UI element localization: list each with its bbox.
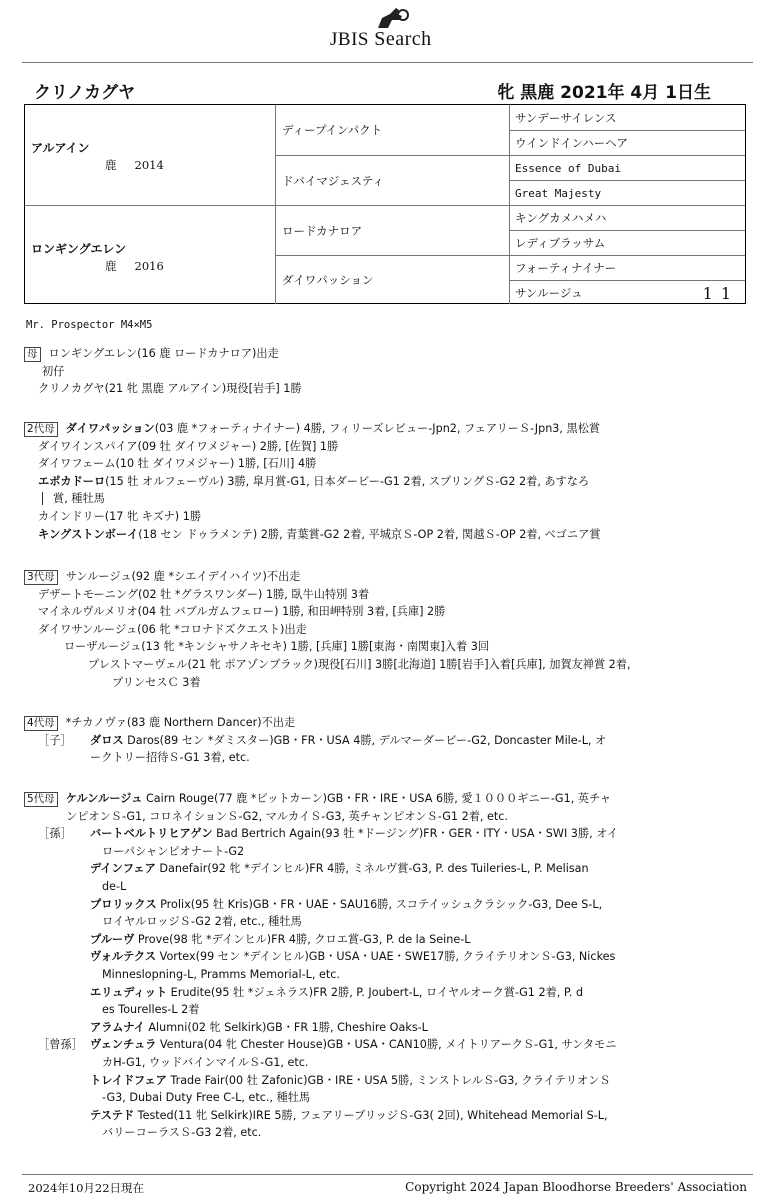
- dam-cell: [25, 205, 275, 304]
- copyright: Copyright 2024 Japan Bloodhorse Breeders' Association: [405, 1180, 747, 1194]
- horse-header: [34, 78, 741, 103]
- sire-cell: [25, 105, 275, 205]
- section-tag: 5代母: [24, 792, 58, 807]
- section-tag: 2代母: [24, 422, 58, 437]
- footer-rule: [22, 1174, 753, 1175]
- pedigree-g3-cell: Great Majesty: [509, 180, 745, 205]
- second-dam-section: 2代母 ダイワパッション(03 鹿 *フォーティナイナー) 4勝, フィリーズレビュー-Jpn2, フェアリーＳ-Jpn3, 黒松賞 ダイワインスパイア(09 牡 ダイワメジャー) 2勝, [佐賀] 1勝 ダイワフェーム(10 牡 ダイワメジャー) 1勝, [石川] 4勝 エポカドーロ(15 牡 オルフェーヴル) 3勝, 皐月賞-G1, 日本ダービー-G1 2着, スプリングＳ-G2 2着, あすなろ 賞, 種牡馬 カインドリー(17 牝 キズナ) 1勝 キングストンボーイ(18 セン ドゥラメンテ) 2勝, 青葉賞-G2 2着, 平城京Ｓ-OP 2着, 関越Ｓ-OP 2着, ベゴニア賞: [24, 420, 601, 543]
- pedigree-g2-cell: ディープインパクト: [275, 105, 509, 155]
- third-dam-section: 3代母 サンルージュ(92 鹿 *シエイデイハイツ)不出走 デザートモーニング(02 牡 *グラスワンダー) 1勝, 臥牛山特別 3着 マイネルヴルメリオ(04 牡 バブルガムフェロー) 1勝, 和田岬特別 3着, [兵庫] 2勝 ダイワサンルージュ(06 牝 *コロナドズクエスト)出走 ローザルージュ(13 牝 *キンシャサノキセキ) 1勝, [兵庫] 1勝[東海・南関東]入着 3回 プレストマーヴェル(21 牝 ポアゾンブラック)現役[石川] 3勝[北海道] 1勝[岩手]入着[兵庫], 加賀友禅賞 2着, プリンセスＣ 3着: [24, 568, 631, 691]
- pedigree-g3-cell: レディブラッサム: [509, 230, 745, 255]
- horse-info: 牝 黒鹿 2021年 4月 1日生: [497, 83, 711, 103]
- fourth-dam-section: 4代母 *チカノヴァ(83 鹿 Northern Dancer)不出走 ［子］ ダロス Daros(89 セン *ダミスター)GB・FR・USA 4勝, デルマーダービー-G2, Doncaster Mile-L, オ ークトリー招待Ｓ-G1 3着, etc.: [24, 714, 606, 767]
- pedigree-g3-cell: サンデーサイレンス: [509, 105, 745, 130]
- pedigree-g3-cell: キングカメハメハ: [509, 205, 745, 230]
- section-tag: 3代母: [24, 570, 58, 585]
- section-tag: 4代母: [24, 716, 58, 731]
- dam-section: 母 ロンギングエレン(16 鹿 ロードカナロア)出走 初仔 クリノカグヤ(21 牝 黒鹿 アルアイン)現役[岩手] 1勝: [24, 345, 302, 398]
- header-rule: [22, 62, 753, 63]
- pedigree-g2-cell: ドバイマジェスティ: [275, 155, 509, 205]
- inbreeding-cross: Mr. Prospector M4×M5: [26, 319, 153, 331]
- dam-name: ロンギングエレン: [31, 242, 127, 256]
- pedigree-g3-cell: ウインドインハーヘア: [509, 130, 745, 155]
- pedigree-g3-cell: Essence of Dubai: [509, 155, 745, 180]
- report-date: 2024年10月22日現在: [28, 1181, 145, 1195]
- fifth-dam-section: 5代母 ケルンルージュ Cairn Rouge(77 鹿 *ピットカーン)GB・FR・IRE・USA 6勝, 愛１０００ギニー-G1, 英チャ ンピオンＳ-G1, コロネイションＳ-G2, マルカイＳ-G3, 英チャンピオンＳ-G1 2着, etc. ［孫］ バートベルトリヒアゲン Bad Bertrich Again(93 牡 *ドージング)FR・GER・ITY・USA・SWI 3勝, オイ ローパシャンピオナート-G2 デインフェア Danefair(92 牝 *デインヒル)FR 4勝, ミネルヴ賞-G3, P. des Tuileries-L, P. Melisan de-L プロリックス Prolix(95 牡 Kris)GB・FR・UAE・SAU16勝, スコテイッシュクラシック-G3, Dee S-L, ロイヤルロッジＳ-G2 2着, etc., 種牡馬 プルーヴ Prove(98 牝 *デインヒル)FR 4勝, クロエ賞-G3, P. de la Seine-L ヴォルテクス Vortex(99 セン *デインヒル)GB・USA・UAE・SWE17勝, クライテリオンＳ-G3, Nickes Minneslopning-L, Pramms Memorial-L, etc. エリュディット Erudite(95 牡 *ジェネラス)FR 2勝, P. Joubert-L, ロイヤルオーク賞-G1 2着, P. d es Tourelles-L 2着 アラムナイ Alumni(02 牝 Selkirk)GB・FR 1勝, Cheshire Oaks-L ［曾孫］ ヴェンチュラ Ventura(04 牝 Chester House)GB・USA・CAN10勝, メイトリアークＳ-G1, サンタモニ カH-G1, ウッドバインマイルＳ-G1, etc. トレイドフェア Trade Fair(00 牡 Zafonic)GB・IRE・USA 5勝, ミンストレルＳ-G3, クライテリオンＳ -G3, Dubai Duty Free C-L, etc., 種牡馬 テステド Tested(11 牝 Selkirk)IRE 5勝, フェアリーブリッジＳ-G3( 2回), Whitehead Memorial S-L, バリーコーラスＳ-G3 2着, etc.: [24, 790, 618, 1142]
- section-tag: 母: [24, 347, 41, 362]
- pedigree-table: [24, 104, 746, 304]
- sire-name: アルアイン: [31, 141, 90, 155]
- jbis-logo: [324, 6, 464, 54]
- pedigree-g3-cell: フォーティナイナー: [509, 255, 745, 280]
- inbreeding-number: 11: [702, 284, 739, 303]
- logo-text: JBIS Search: [330, 28, 432, 50]
- pedigree-g2-cell: ダイワパッション: [275, 255, 509, 304]
- pedigree-g2-cell: ロードカナロア: [275, 205, 509, 255]
- horse-name: クリノカグヤ: [34, 83, 136, 103]
- sire-details: 鹿 2014: [105, 158, 164, 172]
- pedigree-g3-cell: サンルージュ 11: [509, 280, 745, 304]
- dam-details: 鹿 2016: [105, 259, 164, 273]
